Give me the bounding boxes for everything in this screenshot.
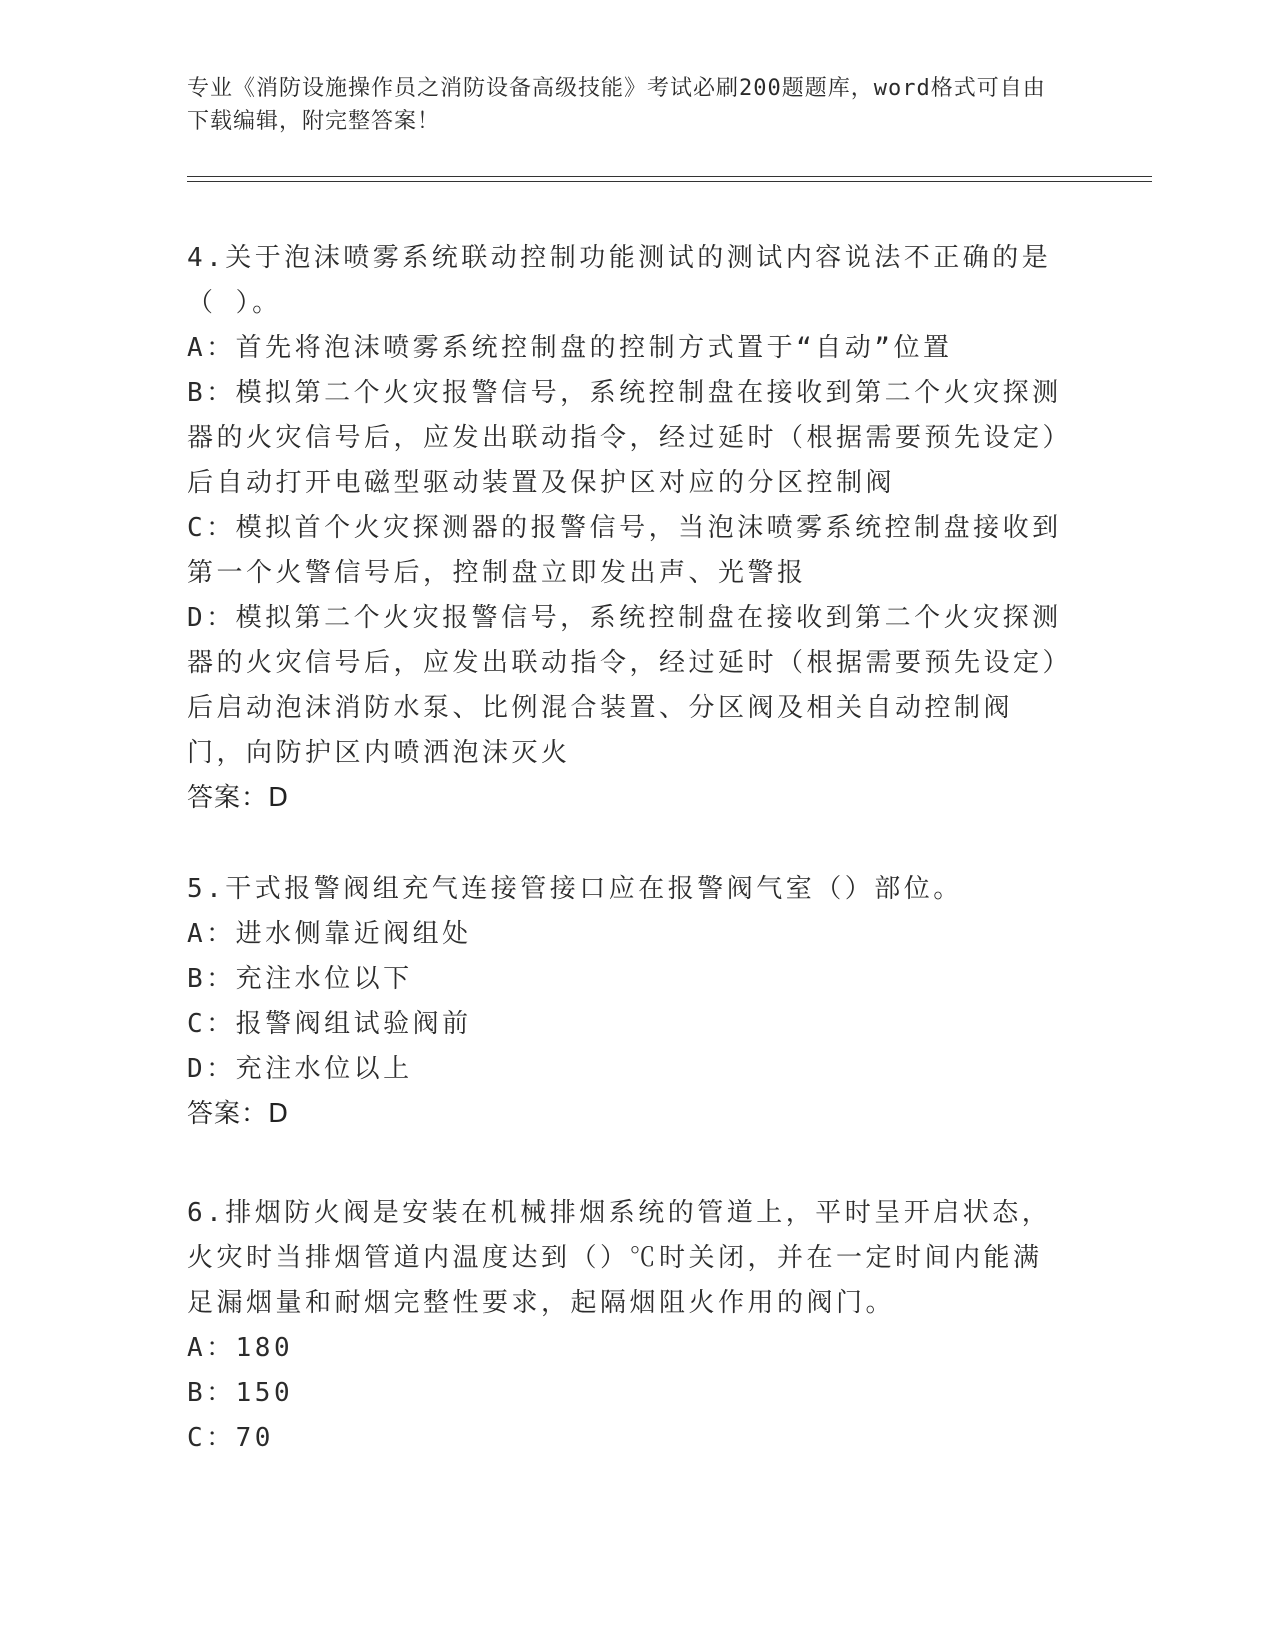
question-5: [187, 867, 1067, 1137]
question-stem: 4.关于泡沫喷雾系统联动控制功能测试的测试内容说法不正确的是（ ）。: [187, 243, 1052, 318]
question-6: [187, 1191, 1067, 1461]
option-a: A：180: [187, 1333, 294, 1363]
option-b: B：150: [187, 1378, 294, 1408]
option-c: C：70: [187, 1423, 274, 1453]
option-c: C：模拟首个火灾探测器的报警信号，当泡沫喷雾系统控制盘接收到第一个火警信号后，控制盘立即发出声、光警报: [187, 513, 1062, 588]
question-stem: 5.干式报警阀组充气连接管接口应在报警阀气室（）部位。: [187, 874, 963, 904]
header-divider-bottom: [187, 181, 1152, 182]
option-b: B：模拟第二个火灾报警信号，系统控制盘在接收到第二个火灾探测器的火灾信号后，应发出联动指令，经过延时（根据需要预先设定）后自动打开电磁型驱动装置及保护区对应的分区控制阀: [187, 378, 1062, 498]
option-d: D：模拟第二个火灾报警信号，系统控制盘在接收到第二个火灾探测器的火灾信号后，应发出联动指令，经过延时（根据需要预先设定）后启动泡沫消防水泵、比例混合装置、分区阀及相关自动控制阀门，向防护区内喷洒泡沫灭火: [187, 603, 1062, 768]
answer-label: 答案：D: [187, 1099, 290, 1129]
document-header: 专业《消防设施操作员之消防设备高级技能》考试必刷200题题库，word格式可自由下载编辑，附完整答案！: [187, 76, 1046, 134]
option-b: B：充注水位以下: [187, 964, 413, 994]
option-c: C：报警阀组试验阀前: [187, 1009, 472, 1039]
option-a: A：进水侧靠近阀组处: [187, 919, 472, 949]
option-d: D：充注水位以上: [187, 1054, 413, 1084]
answer-label: 答案：D: [187, 783, 290, 813]
question-stem: 6.排烟防火阀是安装在机械排烟系统的管道上，平时呈开启状态，火灾时当排烟管道内温度达到（）℃时关闭，并在一定时间内能满足漏烟量和耐烟完整性要求，起隔烟阻火作用的阀门。: [187, 1198, 1052, 1318]
option-a: A：首先将泡沫喷雾系统控制盘的控制方式置于“自动”位置: [187, 333, 953, 363]
question-4: [187, 236, 1067, 821]
header-divider-top: [187, 176, 1152, 177]
